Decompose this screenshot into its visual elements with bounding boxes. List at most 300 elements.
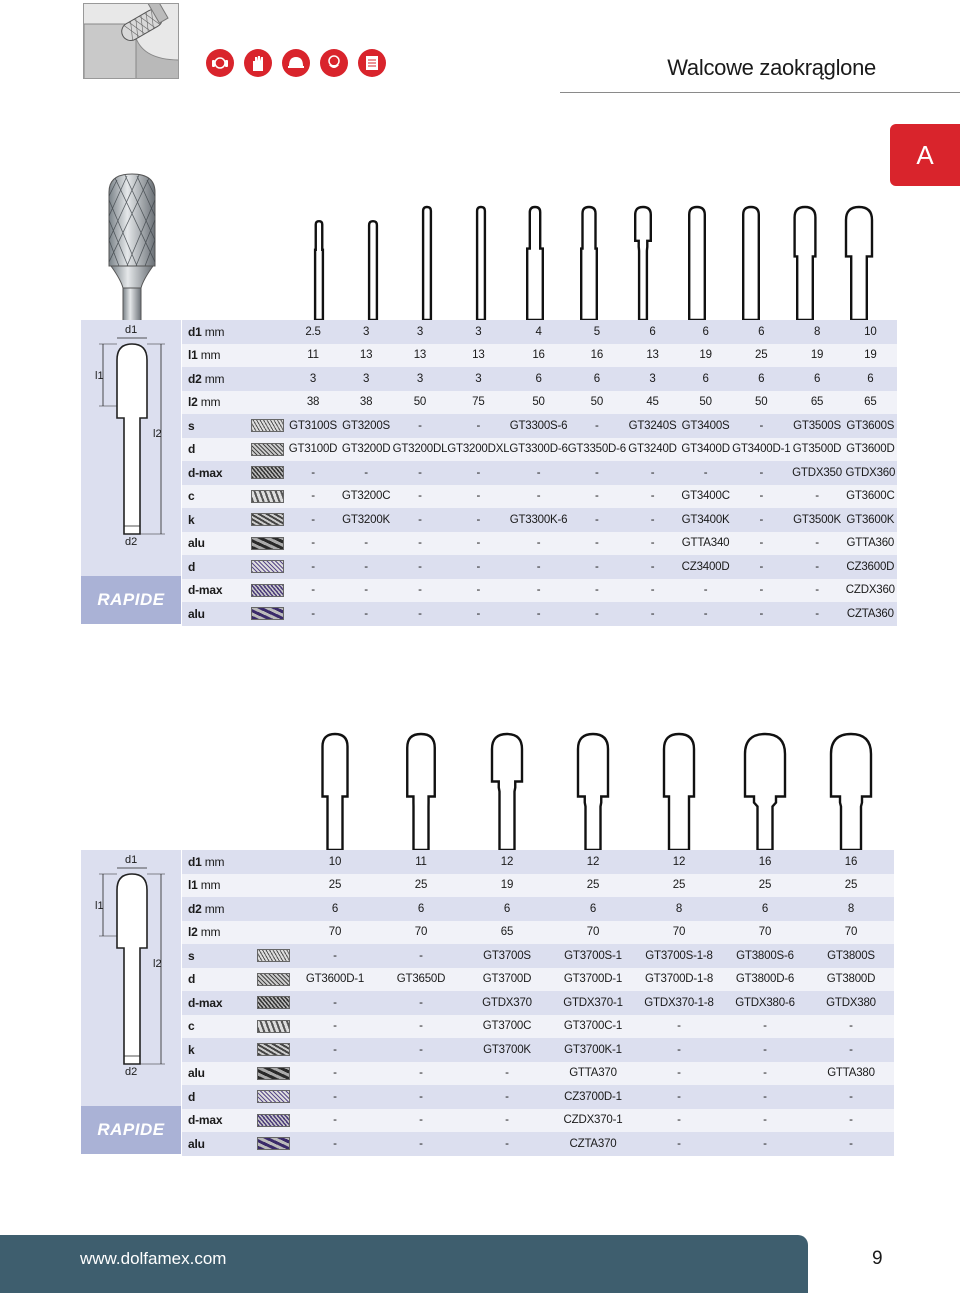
table-cell: 75 [447,391,509,415]
row-label: d2 mm [182,897,292,921]
table-cell: 50 [679,391,732,415]
table-cell: - [378,1015,464,1039]
table-cell: - [722,1038,808,1062]
l2-label: l2 [153,958,162,970]
table-cell: - [393,461,448,485]
table-cell: GT3500S [790,414,843,438]
table-cell: - [626,508,679,532]
table-row [182,391,897,415]
table-cell: - [340,602,393,626]
table-cell: - [732,461,790,485]
table-cell: 50 [393,391,448,415]
row-label: k [182,508,249,532]
table-cell: - [292,1132,378,1156]
row-label: d-max [182,461,249,485]
bur-outline [527,207,543,320]
row-label: l1 mm [182,344,286,368]
table-cell: - [636,1038,722,1062]
spec-table-2 [182,850,894,1156]
table-cell: - [808,1085,894,1109]
table-cell: GT3300D-6 [509,438,567,462]
page-number: 9 [872,1248,883,1269]
title-divider [560,92,960,93]
table-cell: - [447,555,509,579]
table-cell: GT3700D [464,968,550,992]
table-cell: - [393,508,448,532]
table-cell: 25 [378,874,464,898]
table-cell: - [568,414,626,438]
cut-type-swatch [249,485,287,509]
table-cell: 65 [790,391,843,415]
table-cell: 3 [393,367,448,391]
bur-outline [315,221,323,320]
ear-protection-icon [206,49,234,77]
table-cell: - [292,1085,378,1109]
row-label: d [182,1085,254,1109]
table-row [182,1062,894,1086]
cut-type-swatch [254,1109,292,1133]
table-cell: GT3200S [340,414,393,438]
table-cell: 12 [464,850,550,874]
table-cell: 13 [340,344,393,368]
table-cell: - [808,1038,894,1062]
table-cell: CZ3700D-1 [550,1085,636,1109]
row-label: alu [182,1132,254,1156]
cut-type-swatch [249,508,287,532]
table-row [182,1109,894,1133]
table-cell: 6 [626,320,679,344]
table-row [182,344,897,368]
table-cell: 12 [636,850,722,874]
table-cell: GTDX350 [790,461,843,485]
d1-label: d1 [125,324,138,336]
table-cell: 3 [340,320,393,344]
table-cell: - [568,485,626,509]
table-cell: - [636,1015,722,1039]
table-row [182,921,894,945]
table-cell: 13 [393,344,448,368]
bur-outline [846,207,872,320]
bur-outline [423,207,431,320]
table-cell: 12 [550,850,636,874]
table-cell: - [378,1085,464,1109]
table-cell: - [636,1062,722,1086]
table-cell: 13 [447,344,509,368]
table-row [182,367,897,391]
table-row [182,1132,894,1156]
table-cell: - [808,1132,894,1156]
footer-website-link[interactable]: www.dolfamex.com [80,1249,227,1268]
table-cell: - [393,532,448,556]
table-cell: GT3100D [286,438,339,462]
table-cell: - [340,555,393,579]
table-cell: GT3700C-1 [550,1015,636,1039]
table-row [182,508,897,532]
table-cell: - [509,579,567,603]
table-row [182,874,894,898]
l1-label: l1 [95,900,104,912]
table-cell: - [464,1109,550,1133]
table-cell: 3 [393,320,448,344]
table-cell: - [509,555,567,579]
table-cell: CZDX370-1 [550,1109,636,1133]
table-cell: 19 [790,344,843,368]
table-cell: 19 [679,344,732,368]
cut-pattern-icon [251,607,284,620]
table-cell: 16 [722,850,808,874]
table-cell: 8 [790,320,843,344]
table-cell: GT3200DXL [447,438,509,462]
table-row [182,485,897,509]
row-label: alu [182,1062,254,1086]
table-cell: GTTA340 [679,532,732,556]
table-cell: 3 [286,367,339,391]
cut-type-swatch [254,1062,292,1086]
table-cell: - [732,508,790,532]
cut-pattern-icon [257,996,290,1009]
table-cell: - [568,461,626,485]
table-row [182,850,894,874]
table-cell: - [808,1015,894,1039]
table-cell: - [292,1062,378,1086]
table-cell: - [732,602,790,626]
bur-outline [323,734,348,850]
dimension-diagram [81,320,181,576]
table-cell: - [790,485,843,509]
cut-type-swatch [254,1085,292,1109]
page-title: Walcowe zaokrąglone [667,55,876,80]
row-label: alu [182,602,249,626]
table-cell: 16 [509,344,567,368]
table-cell: - [636,1109,722,1133]
cut-pattern-icon [257,1114,290,1127]
table-cell: GT3800S-6 [722,944,808,968]
table-cell: - [378,1109,464,1133]
row-label: k [182,1038,254,1062]
table-row [182,897,894,921]
table-cell: 16 [808,850,894,874]
table-cell: - [393,485,448,509]
table-cell: GTDX380-6 [722,991,808,1015]
bur-outline [492,734,522,850]
table-cell: - [393,602,448,626]
table-cell: - [378,1038,464,1062]
cut-pattern-icon [257,1067,290,1080]
table-cell: - [292,944,378,968]
table-cell: 6 [550,897,636,921]
table-cell: GTTA370 [550,1062,636,1086]
table-cell: 70 [808,921,894,945]
table-cell: - [393,555,448,579]
row-label: s [182,414,249,438]
table-cell: - [568,532,626,556]
table-cell: GTTA360 [844,532,897,556]
table-cell: GT3400D [679,438,732,462]
safety-icons [206,49,386,77]
table-cell: - [722,1132,808,1156]
table-cell: 6 [679,320,732,344]
bur-outline [477,207,485,320]
table-cell: GT3100S [286,414,339,438]
table-cell: - [447,508,509,532]
row-label: s [182,944,254,968]
table-cell: 6 [722,897,808,921]
row-label: c [182,1015,254,1039]
table-cell: GTDX360 [844,461,897,485]
row-label: l2 mm [182,921,292,945]
spec-block-1 [81,320,897,624]
table-cell: GTDX380 [808,991,894,1015]
table-row [182,602,897,626]
table-cell: GT3200D [340,438,393,462]
product-photo [97,170,167,322]
table-cell: CZDX360 [844,579,897,603]
table-row [182,1038,894,1062]
cut-type-swatch [254,968,292,992]
table-cell: 3 [626,367,679,391]
table-cell: - [286,461,339,485]
mask-icon [320,49,348,77]
table-cell: - [626,555,679,579]
table-cell: 11 [286,344,339,368]
table-cell: - [509,461,567,485]
table-cell: - [340,532,393,556]
table-cell: - [509,485,567,509]
table-cell: GT3400S [679,414,732,438]
manual-icon [358,49,386,77]
table-cell: - [732,414,790,438]
table-cell: 10 [292,850,378,874]
table-cell: - [286,532,339,556]
table-cell: 65 [464,921,550,945]
table-cell: GTDX370-1-8 [636,991,722,1015]
row-label: d1 mm [182,850,292,874]
cut-type-swatch [254,1015,292,1039]
row-label: alu [182,532,249,556]
table-cell: GTDX370 [464,991,550,1015]
bur-outline [745,734,785,850]
cut-type-swatch [249,579,287,603]
table-cell: 70 [292,921,378,945]
table-row [182,944,894,968]
table-cell: GT3700D-1-8 [636,968,722,992]
cut-type-swatch [254,944,292,968]
row-label: d [182,438,249,462]
table-cell: 6 [790,367,843,391]
table-cell: GT3240D [626,438,679,462]
table-cell: - [568,555,626,579]
table-cell: - [636,1132,722,1156]
table-row [182,461,897,485]
bur-outline [578,734,608,850]
table-cell: GT3700S [464,944,550,968]
table-cell: GT3800D-6 [722,968,808,992]
bur-outline [831,734,871,850]
cut-pattern-icon [257,973,290,986]
table-cell: - [679,602,732,626]
table-cell: GT3400K [679,508,732,532]
table-cell: GT3800D [808,968,894,992]
spec-block-2 [81,850,897,1154]
cut-type-swatch [254,1132,292,1156]
row-label: d2 mm [182,367,286,391]
table-cell: 19 [844,344,897,368]
table-cell: - [732,555,790,579]
table-cell: 25 [550,874,636,898]
table-cell: GT3400C [679,485,732,509]
table-cell: 3 [447,367,509,391]
cut-type-swatch [249,602,287,626]
table-cell: - [292,1109,378,1133]
table-cell: 45 [626,391,679,415]
table-cell: GT3240S [626,414,679,438]
table-cell: - [626,461,679,485]
cut-type-swatch [249,555,287,579]
table-cell: - [378,1062,464,1086]
table-cell: 6 [732,320,790,344]
cut-type-swatch [254,991,292,1015]
cut-type-swatch [249,414,287,438]
table-cell: 50 [509,391,567,415]
bur-outline [581,207,597,320]
table-cell: 3 [340,367,393,391]
table-cell: 6 [679,367,732,391]
cut-type-swatch [249,532,287,556]
table-cell: 6 [292,897,378,921]
table-cell: 2.5 [286,320,339,344]
table-cell: 6 [464,897,550,921]
bur-drawings-row-2 [270,732,900,850]
table-cell: 3 [447,320,509,344]
table-cell: - [636,1085,722,1109]
dimension-diagram [81,850,181,1106]
table-cell: GT3600K [844,508,897,532]
table-cell: 8 [636,897,722,921]
row-label: d [182,968,254,992]
table-row [182,532,897,556]
table-cell: - [626,485,679,509]
table-cell: CZ3600D [844,555,897,579]
table-cell: - [286,602,339,626]
bur-outline [635,207,651,320]
cut-pattern-icon [257,1020,290,1033]
table-cell: 25 [292,874,378,898]
table-cell: - [626,532,679,556]
table-row [182,438,897,462]
table-cell: 6 [378,897,464,921]
table-cell: GTDX370-1 [550,991,636,1015]
table-cell: 6 [568,367,626,391]
table-cell: CZTA360 [844,602,897,626]
d1-label: d1 [125,854,138,866]
table-cell: 50 [568,391,626,415]
table-cell: 25 [808,874,894,898]
table-cell: - [732,532,790,556]
bur-outline [795,207,816,320]
d2-label: d2 [125,536,138,548]
table-cell: - [509,602,567,626]
cut-pattern-icon [251,584,284,597]
table-cell: - [447,579,509,603]
table-cell: - [292,1038,378,1062]
table-cell: - [286,485,339,509]
table-cell: - [568,508,626,532]
bur-outline [743,207,759,320]
table-cell: - [340,461,393,485]
table-cell: - [722,1015,808,1039]
table-cell: 4 [509,320,567,344]
table-cell: CZTA370 [550,1132,636,1156]
table-cell: GTTA380 [808,1062,894,1086]
table-cell: - [286,508,339,532]
table-cell: - [509,532,567,556]
cut-pattern-icon [251,466,284,479]
d2-label: d2 [125,1066,138,1078]
table-cell: - [790,532,843,556]
cut-type-swatch [254,1038,292,1062]
table-cell: GT3350D-6 [568,438,626,462]
table-cell: GT3650D [378,968,464,992]
table-cell: 6 [844,367,897,391]
table-cell: - [464,1132,550,1156]
table-cell: - [447,414,509,438]
row-label: d-max [182,991,254,1015]
rapide-label: RAPIDE [81,1106,181,1154]
table-cell: 38 [286,391,339,415]
table-cell: GT3500K [790,508,843,532]
table-cell: - [626,602,679,626]
table-row [182,1085,894,1109]
table-cell: - [790,579,843,603]
table-cell: GT3500D [790,438,843,462]
table-cell: - [722,1109,808,1133]
table-cell: GT3200DL [393,438,448,462]
cut-pattern-icon [251,490,284,503]
table-cell: 13 [626,344,679,368]
table-cell: - [378,944,464,968]
table-cell: GT3700C [464,1015,550,1039]
table-cell: - [626,579,679,603]
table-cell: GT3300S-6 [509,414,567,438]
table-cell: - [732,579,790,603]
application-photo [83,3,179,79]
table-cell: 50 [732,391,790,415]
table-cell: 70 [378,921,464,945]
bur-drawings-row-1 [270,205,900,320]
table-cell: - [447,485,509,509]
table-cell: 25 [636,874,722,898]
table-cell: 8 [808,897,894,921]
cut-pattern-icon [257,1090,290,1103]
table-cell: 16 [568,344,626,368]
table-cell: GT3200K [340,508,393,532]
table-cell: 70 [636,921,722,945]
table-cell: 19 [464,874,550,898]
table-cell: GT3700S-1 [550,944,636,968]
table-cell: - [378,1132,464,1156]
table-cell: 6 [509,367,567,391]
table-cell: - [393,414,448,438]
table-cell: GT3200C [340,485,393,509]
rapide-label: RAPIDE [81,576,181,624]
table-cell: - [732,485,790,509]
table-cell: CZ3400D [679,555,732,579]
table-cell: 65 [844,391,897,415]
table-cell: 5 [568,320,626,344]
bur-outline [369,221,377,320]
table-row [182,968,894,992]
table-cell: - [340,579,393,603]
